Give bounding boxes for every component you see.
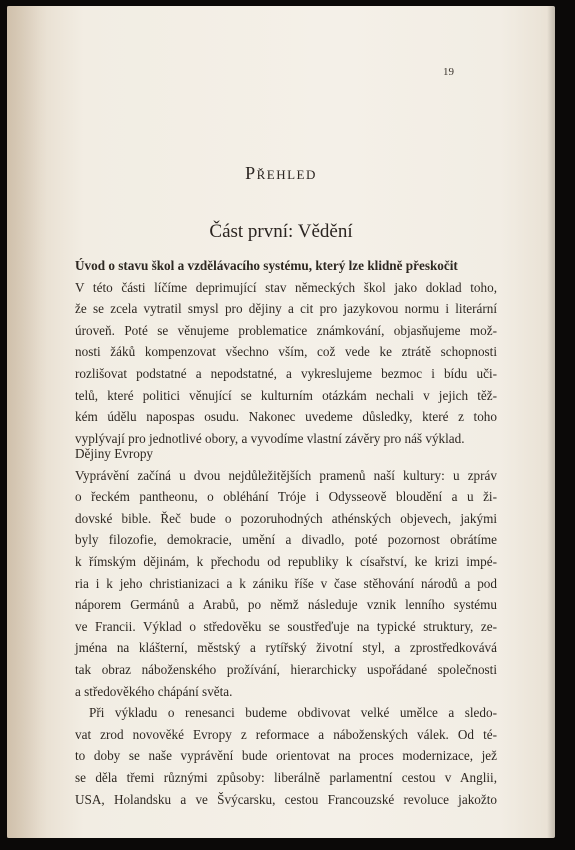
book-page [7, 6, 555, 838]
intro-line: že se zcela vytratil smysl pro dějiny a cit pro jazykovou normu i literární [75, 301, 497, 317]
europe-line: tak obraz náboženského prožívání, hierarchicky uspořádané společnosti [75, 661, 497, 677]
europe-line: ve Francii. Výklad o středověku se soustřeďuje na typické struktury, ze- [75, 618, 497, 634]
europe-line: o řeckém pantheonu, o obléhání Tróje i Odysseově bloudění a u ži- [75, 489, 497, 505]
intro-section [75, 255, 497, 449]
page-edge-shadow [7, 6, 47, 838]
europe-line: USA, Holandsku a ve Švýcarsku, cestou Francouzské revoluce jakožto [75, 791, 497, 807]
europe-line: se děla třemi různými způsoby: liberálně parlamentní cestou v Anglii, [75, 769, 497, 785]
europe-line: to doby se naše vyprávění bude orientovat na proces modernizace, jež [75, 748, 497, 764]
intro-line: kém údělu napospas osudu. Nakonec uvedeme důsledky, které z toho [75, 409, 497, 425]
europe-line: k římským dějinám, k přechodu od republiky k císařství, ke krizi impé- [75, 553, 497, 569]
intro-line: V této části líčíme deprimující stav německých škol jako doklad toho, [75, 279, 497, 295]
intro-heading: Úvod o stavu škol a vzdělávacího systému, který lze klidně přeskočit [75, 258, 458, 273]
section-title: Přehled [245, 163, 317, 183]
intro-line: úroveň. Poté se věnujeme problematice známkování, objasňujeme mož- [75, 322, 497, 338]
europe-heading: Dějiny Evropy [75, 446, 154, 461]
europe-line: náporem Germánů a Arabů, po němž následuje vznik lenního systému [75, 597, 497, 613]
page-number: 19 [443, 66, 454, 78]
intro-line: vyplývají pro jednotlivé obory, a vyvodíme vlastní závěry pro náš výklad. [75, 430, 465, 446]
europe-line: Vyprávění začíná u dvou nejdůležitějších pramenů naší kultury: u zpráv [75, 467, 497, 483]
europe-line: a středověkého chápání světa. [75, 683, 233, 699]
europe-line: jména na klášterní, městský a rytířský životní styl, a zprostředkovává [75, 640, 497, 656]
europe-line: ria i k jeho christianizaci a k zániku říše v čase stěhování národů a pod [75, 575, 497, 591]
europe-line: byly filozofie, demokracie, umění a divadlo, poté pozornost obrátíme [75, 532, 497, 548]
europe-section [75, 443, 497, 810]
intro-line: telů, které politici věnující se kulturním otázkám nechali v jejich těž- [75, 387, 497, 403]
europe-line: vat zrod novověké Evropy z reformace a náboženských válek. Od té- [75, 726, 497, 742]
europe-line: dovské bible. Řeč bude o pozoruhodných athénských objevech, jakými [75, 510, 497, 526]
intro-line: nosti žáků kompenzovat všechno vším, což vede ke ztrátě schopnosti [75, 344, 497, 360]
europe-line: Při výkladu o renesanci budeme obdivovat velké umělce a sledo- [89, 705, 497, 721]
part-title: Část první: Vědění [209, 221, 353, 242]
intro-line: rozlišovat podstatné a nepodstatné, a vykreslujeme bezmoc i bídu uči- [75, 365, 497, 381]
